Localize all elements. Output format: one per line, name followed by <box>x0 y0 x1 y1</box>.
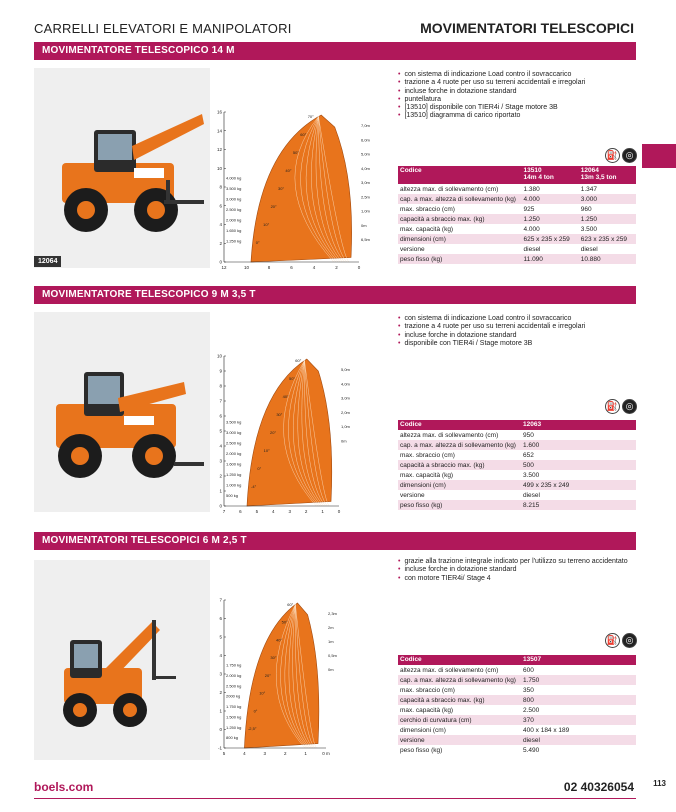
load-label: 2.500 kg <box>226 207 242 212</box>
spec-value: 625 x 235 x 259 <box>522 234 579 244</box>
reach-label: 1,0m <box>361 208 370 214</box>
angle-label: 20° <box>264 672 271 678</box>
reach-label: 0m <box>361 222 367 228</box>
y-tick-label: 0 <box>219 727 222 732</box>
angle-label: 0° <box>253 708 258 714</box>
table-row <box>398 745 636 755</box>
x-tick-label: 3 <box>263 751 267 756</box>
reach-label: 0m <box>341 438 347 444</box>
spec-value: 1.250 <box>522 214 579 224</box>
load-label: 1.650 kg <box>226 228 242 233</box>
machine-photo-6m <box>34 560 210 760</box>
x-tick-label: 2 <box>283 751 287 756</box>
model-12064-label: 12064 13m 3,5 ton <box>580 167 617 181</box>
table-row <box>398 224 636 234</box>
feature-item: • con sistema di indicazione Load contro il sovraccarico <box>398 315 638 323</box>
spec-label: peso fisso (kg) <box>398 745 521 755</box>
load-label: 500 kg <box>226 493 239 498</box>
spec-value: 1.250 <box>579 214 636 224</box>
angle-label: 0° <box>257 466 262 471</box>
spec-value: 370 <box>521 715 636 725</box>
reach-label: 7,0m <box>361 123 370 128</box>
reach-label: 1,0m <box>341 424 350 429</box>
reach-label: 0m <box>328 667 334 673</box>
load-label: 1.750 kg <box>226 704 242 710</box>
table-row <box>398 184 636 194</box>
x-tick-label: 5 <box>222 751 226 756</box>
load-label: 1.250 kg <box>226 724 242 730</box>
angle-label: 10° <box>263 448 270 453</box>
spec-label: dimensioni (cm) <box>398 480 521 490</box>
spec-label: versione <box>398 244 522 254</box>
x-tick-label: 4 <box>272 509 275 514</box>
telehandler-illustration <box>34 560 210 760</box>
table-header-code: Codice <box>398 655 521 665</box>
y-tick-label: 10 <box>216 165 222 171</box>
x-tick-label: 5 <box>255 509 259 514</box>
spec-icons <box>605 148 637 163</box>
table-row <box>398 440 636 450</box>
spec-value: 11.090 <box>522 254 579 264</box>
table-header-code: Codice <box>398 420 521 430</box>
spec-value: 1.600 <box>521 440 636 450</box>
load-envelope <box>247 359 332 506</box>
section-title: MOVIMENTATORI TELESCOPICI <box>420 20 634 36</box>
load-label: 1.250 kg <box>226 238 242 244</box>
feature-item: • [13510] disponibile con TIER4i / Stage motore 3B <box>398 104 638 112</box>
table-row <box>398 244 636 254</box>
reach-label: 0,5m <box>328 652 337 658</box>
load-label: 800 kg <box>226 735 239 741</box>
load-chart-9m <box>214 352 350 520</box>
spec-label: altezza max. di sollevamento (cm) <box>398 430 521 440</box>
table-row <box>398 685 636 695</box>
section-bar-6m: MOVIMENTATORI TELESCOPICI 6 M 2,5 T <box>34 532 636 550</box>
spec-value: 950 <box>521 430 636 440</box>
page-number: 113 <box>653 779 666 788</box>
angle-label: 30° <box>278 186 285 191</box>
y-tick-label: 5 <box>219 634 222 640</box>
spec-table-6m <box>398 655 636 755</box>
spec-value: 5.490 <box>521 745 636 755</box>
website-link[interactable]: boels.com <box>34 780 94 794</box>
y-tick-label: 2 <box>219 690 222 695</box>
spec-table-14m <box>398 166 636 264</box>
angle-label: 20° <box>270 204 277 209</box>
table-row <box>398 665 636 675</box>
load-label: 1.250 kg <box>226 472 242 477</box>
reach-label: 3,0m <box>361 180 370 185</box>
load-chart-14m <box>214 106 370 276</box>
x-tick-label: 8 <box>267 265 271 270</box>
angle-label: 10° <box>259 690 266 696</box>
load-label: 3.500 kg <box>226 419 242 425</box>
table-row <box>398 214 636 224</box>
telehandler-illustration <box>34 68 210 268</box>
x-tick-label: 4 <box>243 751 246 756</box>
spec-value: 10.880 <box>579 254 636 264</box>
y-tick-label: 6 <box>219 203 222 209</box>
machine-photo-9m <box>34 312 210 512</box>
load-chart-6m <box>214 596 337 762</box>
y-tick-label: 6 <box>219 616 222 621</box>
spec-value: 3.500 <box>579 224 636 234</box>
feature-item: • trazione a 4 ruote per uso su terreni accidentali e irregolari <box>398 323 638 331</box>
load-label: 2.500 kg <box>226 683 242 689</box>
angle-label: 40° <box>285 168 292 173</box>
y-tick-label: 7 <box>219 398 222 404</box>
reach-label: 5,0m <box>341 367 350 372</box>
feature-item: • grazie alla trazione integrale indicato per l'utilizzo su terreno accidentato <box>398 558 638 566</box>
x-tick-label: 6 <box>239 509 242 514</box>
table-row <box>398 430 636 440</box>
table-row <box>398 450 636 460</box>
angle-label: 0° <box>255 240 260 245</box>
spec-value: 400 x 184 x 189 <box>521 725 636 735</box>
spec-table-9m <box>398 420 636 510</box>
feature-item: • incluse forche in dotazione standard <box>398 566 638 574</box>
x-tick-label: 0 <box>357 265 361 270</box>
spec-label: max. sbraccio (cm) <box>398 204 522 214</box>
table-row <box>398 470 636 480</box>
angle-label: 60° <box>300 132 307 137</box>
fuel-icon: ⛽ <box>605 399 620 414</box>
y-tick-label: 2 <box>219 240 222 246</box>
spec-value: 499 x 235 x 249 <box>521 480 636 490</box>
spec-label: versione <box>398 735 521 745</box>
x-tick-label: 12 <box>221 265 227 270</box>
fuel-icon: ⛽ <box>605 148 620 163</box>
table-row <box>398 500 636 510</box>
spec-value: 1.380 <box>522 184 579 194</box>
y-tick-label: 9 <box>219 368 222 374</box>
feature-item: • con motore TIER4i/ Stage 4 <box>398 575 638 583</box>
spec-value: 2.500 <box>521 705 636 715</box>
y-tick-label: -1 <box>217 745 222 751</box>
table-row <box>398 204 636 214</box>
feature-list-14m <box>398 71 638 121</box>
load-label: 3.500 kg <box>226 186 242 191</box>
feature-list-6m <box>398 558 638 583</box>
tyre-icon: ◎ <box>622 399 637 414</box>
spec-value: 800 <box>521 695 636 705</box>
spec-label: versione <box>398 490 521 500</box>
load-label: 1.750 kg <box>226 662 242 668</box>
spec-label: dimensioni (cm) <box>398 234 522 244</box>
x-tick-label: 3 <box>288 509 291 514</box>
table-row <box>398 695 636 705</box>
angle-label: -4° <box>251 484 257 489</box>
x-tick-label: 7 <box>222 509 226 514</box>
spec-label: capacità a sbraccio max. (kg) <box>398 460 521 470</box>
x-tick-label: 4 <box>312 265 316 270</box>
x-tick-label: 0 m <box>322 751 330 756</box>
table-row <box>398 254 636 264</box>
table-header-code: Codice <box>398 166 522 184</box>
load-diagram <box>214 352 350 520</box>
y-tick-label: 7 <box>219 597 222 603</box>
section-bar-14m: MOVIMENTATORE TELESCOPICO 14 M <box>34 42 636 60</box>
spec-label: altezza max. di sollevamento (cm) <box>398 665 521 675</box>
load-label: 1.500 kg <box>226 714 242 720</box>
reach-label: 2m <box>328 624 334 630</box>
spec-value: 4.000 <box>522 194 579 204</box>
y-tick-label: 0 <box>219 259 222 265</box>
x-tick-label: 1 <box>304 751 307 756</box>
y-tick-label: 5 <box>219 428 222 434</box>
y-tick-label: 0 <box>219 503 222 509</box>
footer-divider <box>34 798 636 799</box>
feature-item: • incluse forche in dotazione standard <box>398 332 638 340</box>
spec-label: cap. a max. altezza di sollevamento (kg) <box>398 675 521 685</box>
x-tick-label: 1 <box>321 509 324 514</box>
angle-label: -2,5° <box>247 726 257 732</box>
reach-label: 3,0m <box>341 395 350 401</box>
reach-label: 2,3m <box>328 610 337 616</box>
category-title: CARRELLI ELEVATORI E MANIPOLATORI <box>34 21 292 36</box>
reach-label: 4,0m <box>361 165 370 171</box>
spec-label: peso fisso (kg) <box>398 254 522 264</box>
y-tick-label: 4 <box>219 443 222 449</box>
y-tick-label: 14 <box>216 128 222 134</box>
x-tick-label: 6 <box>290 265 293 270</box>
spec-label: cerchio di curvatura (cm) <box>398 715 521 725</box>
x-tick-label: 0 <box>337 509 341 514</box>
phone-number: 02 40326054 <box>563 780 634 794</box>
feature-item: • [13510] diagramma di carico riportato <box>398 112 638 120</box>
spec-value: 960 <box>579 204 636 214</box>
spec-label: max. capacità (kg) <box>398 705 521 715</box>
load-diagram <box>214 106 370 276</box>
table-header-model: 12063 <box>521 420 636 430</box>
spec-label: cap. a max. altezza di sollevamento (kg) <box>398 194 522 204</box>
reach-label: 4,0m <box>341 381 350 387</box>
y-tick-label: 10 <box>216 353 222 359</box>
spec-value: 925 <box>522 204 579 214</box>
spec-value: 652 <box>521 450 636 460</box>
machine-code-tag: 12064 <box>34 256 61 267</box>
spec-value: 600 <box>521 665 636 675</box>
spec-label: max. capacità (kg) <box>398 224 522 234</box>
spec-label: capacità a sbraccio max. (kg) <box>398 695 521 705</box>
feature-item: • incluse forche in dotazione standard <box>398 88 638 96</box>
load-diagram <box>214 596 337 762</box>
spec-value: 623 x 235 x 259 <box>579 234 636 244</box>
angle-label: 20° <box>270 430 277 435</box>
tyre-icon: ◎ <box>622 633 637 648</box>
spec-value: 4.000 <box>522 224 579 234</box>
y-tick-label: 1 <box>219 488 222 494</box>
spec-icons <box>605 399 637 414</box>
feature-item: • disponibile con TIER4i / Stage motore 3B <box>398 340 638 348</box>
y-tick-label: 12 <box>216 147 222 152</box>
load-label: 3.000 kg <box>226 196 242 202</box>
y-tick-label: 4 <box>219 653 222 658</box>
spec-value: diesel <box>522 244 579 254</box>
reach-label: 1m <box>328 638 334 644</box>
load-label: 2.000 kg <box>226 451 242 456</box>
angle-label: 60° <box>295 358 302 363</box>
spec-label: max. capacità (kg) <box>398 470 521 480</box>
load-label: 1.600 kg <box>226 461 242 467</box>
load-label: 2.000 kg <box>226 672 242 678</box>
angle-label: 60° <box>287 601 294 607</box>
machine-photo-14m <box>34 68 210 268</box>
spec-value: diesel <box>521 735 636 745</box>
table-header-model: 13507 <box>521 655 636 665</box>
reach-label: 2,0m <box>341 409 350 415</box>
spec-value: 500 <box>521 460 636 470</box>
table-row <box>398 705 636 715</box>
side-tab-marker <box>642 144 676 168</box>
spec-value: 8.215 <box>521 500 636 510</box>
spec-value: 350 <box>521 685 636 695</box>
reach-label: 5,0m <box>361 151 370 157</box>
y-tick-label: 4 <box>219 222 222 227</box>
table-header-model <box>579 166 636 184</box>
spec-label: cap. a max. altezza di sollevamento (kg) <box>398 440 521 450</box>
y-tick-label: 3 <box>219 671 222 677</box>
load-label: 2.000 kg <box>226 217 242 223</box>
load-label: 1.000 kg <box>226 482 242 488</box>
y-tick-label: 3 <box>219 458 222 464</box>
load-label: 2000 kg <box>226 693 241 699</box>
reach-label: 6,0m <box>361 137 370 143</box>
y-tick-label: 8 <box>219 184 222 190</box>
load-label: 3.000 kg <box>226 430 242 435</box>
feature-item: • con sistema di indicazione Load contro il sovraccarico <box>398 71 638 79</box>
spec-value: diesel <box>579 244 636 254</box>
angle-label: 40° <box>282 394 289 399</box>
table-row <box>398 735 636 745</box>
feature-item: • trazione a 4 ruote per uso su terreni accidentali e irregolari <box>398 79 638 87</box>
y-tick-label: 6 <box>219 413 222 419</box>
spec-label: dimensioni (cm) <box>398 725 521 735</box>
model-13510-label: 13510 14m 4 ton <box>523 167 554 181</box>
angle-label: 50° <box>292 150 299 155</box>
y-tick-label: 1 <box>219 708 222 714</box>
spec-value: diesel <box>521 490 636 500</box>
angle-label: 30° <box>270 655 277 661</box>
table-row <box>398 675 636 685</box>
feature-item: • puntellatura <box>398 96 638 104</box>
spec-label: max. sbraccio (cm) <box>398 685 521 695</box>
spec-value: 1.347 <box>579 184 636 194</box>
angle-label: 30° <box>276 412 283 417</box>
section-bar-9m: MOVIMENTATORE TELESCOPICO 9 M 3,5 T <box>34 286 636 304</box>
table-header-model <box>522 166 579 184</box>
x-tick-label: 10 <box>243 265 250 270</box>
table-row <box>398 715 636 725</box>
spec-label: capacità a sbraccio max. (kg) <box>398 214 522 224</box>
telehandler-illustration <box>34 312 210 512</box>
angle-label: 50° <box>288 376 296 381</box>
table-row <box>398 234 636 244</box>
spec-label: altezza max. di sollevamento (cm) <box>398 184 522 194</box>
fuel-icon: ⛽ <box>605 633 620 648</box>
spec-value: 3.500 <box>521 470 636 480</box>
angle-label: 70° <box>307 114 314 119</box>
y-tick-label: 16 <box>216 109 222 115</box>
x-tick-label: 2 <box>335 265 338 270</box>
angle-label: 10° <box>263 222 270 227</box>
spec-label: max. sbraccio (cm) <box>398 450 521 460</box>
spec-icons <box>605 633 637 648</box>
load-label: 4.000 kg <box>226 175 242 181</box>
feature-list-9m <box>398 315 638 348</box>
spec-value: 1.750 <box>521 675 636 685</box>
tyre-icon: ◎ <box>622 148 637 163</box>
table-row <box>398 460 636 470</box>
reach-label: 6,5m <box>361 237 370 242</box>
x-tick-label: 2 <box>304 509 308 514</box>
table-row <box>398 480 636 490</box>
spec-value: 3.000 <box>579 194 636 204</box>
angle-label: 50° <box>281 619 288 625</box>
table-row <box>398 194 636 204</box>
y-tick-label: 2 <box>219 473 222 479</box>
table-row <box>398 490 636 500</box>
y-tick-label: 8 <box>219 383 222 389</box>
spec-label: peso fisso (kg) <box>398 500 521 510</box>
table-row <box>398 725 636 735</box>
angle-label: 40° <box>276 637 283 643</box>
reach-label: 2,5m <box>361 194 370 200</box>
load-label: 2.500 kg <box>226 440 242 446</box>
